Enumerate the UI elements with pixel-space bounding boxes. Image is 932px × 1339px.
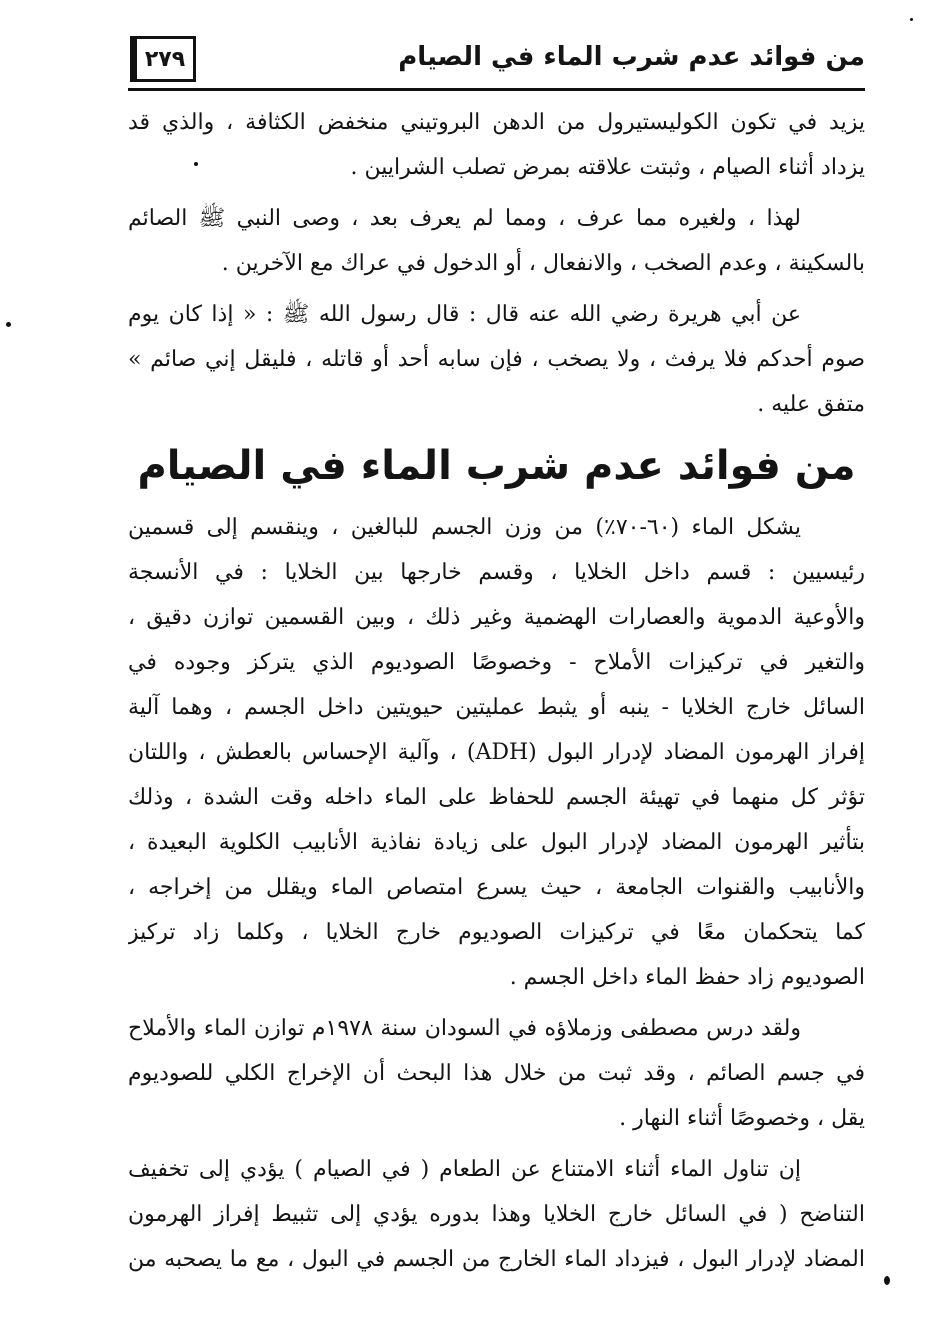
text-line: والأوعية الدموية والعصارات الهضمية وغير ذلك ، وبين القسمين توازن دقيق ، — [128, 605, 865, 630]
text-line: السائل خارج الخلايا - ينبه أو يثبط عمليتين حيويتين داخل الجسم ، وهما آلية — [128, 695, 865, 720]
paragraph-2 — [128, 196, 865, 286]
text-line: كما يتحكمان معًا في تركيزات الصوديوم خارج الخلايا ، وكلما زاد تركيز — [128, 920, 865, 945]
text-line: والتغير في تركيزات الأملاح - وخصوصًا الصوديوم الذي يتركز وجوده في — [128, 650, 865, 675]
page-number: ٢٧٩ — [134, 36, 196, 82]
text-line: يقل ، وخصوصًا أثناء النهار . — [619, 1106, 865, 1131]
text-line: ولقد درس مصطفى وزملاؤه في السودان سنة ١٩٧٨م توازن الماء والأملاح — [128, 1016, 801, 1041]
text-line: رئيسيين : قسم داخل الخلايا ، وقسم خارجها بين الخلايا : في الأنسجة — [128, 560, 865, 585]
page-body — [128, 100, 865, 1282]
scan-speck — [884, 1276, 890, 1285]
section-heading: من فوائد عدم شرب الماء في الصيام — [137, 443, 856, 489]
text-line: المضاد لإدرار البول ، فيزداد الماء الخارج من الجسم في البول ، مع ما يصحبه من — [128, 1247, 865, 1272]
text-line: يشكل الماء (٦٠-٧٠٪) من وزن الجسم للبالغين ، وينقسم إلى قسمين — [128, 515, 801, 540]
scan-speck — [6, 322, 11, 327]
text-line: عن أبي هريرة رضي الله عنه قال : قال رسول الله ﷺ : « إذا كان يوم — [128, 302, 801, 327]
text-line: تؤثر كل منهما في تهيئة الجسم للحفاظ على الماء داخله وقت الشدة ، وذلك — [128, 785, 865, 810]
hadith-paragraph — [128, 292, 865, 427]
scan-speck — [194, 162, 198, 166]
scan-speck — [910, 18, 913, 21]
paragraph-6 — [128, 1147, 865, 1282]
paragraph-4 — [128, 505, 865, 1000]
text-line: متفق عليه . — [757, 392, 865, 417]
text-line: صوم أحدكم فلا يرفث ، ولا يصخب ، فإن سابه أحد أو قاتله ، فليقل إني صائم » — [128, 347, 865, 372]
text-line: إفراز الهرمون المضاد لإدرار البول (ADH) ، وآلية الإحساس بالعطش ، واللتان — [128, 740, 865, 765]
text-line: بالسكينة ، وعدم الصخب ، والانفعال ، أو الدخول في عراك مع الآخرين . — [221, 251, 865, 276]
text-line: والأنابيب والقنوات الجامعة ، حيث يسرع امتصاص الماء ويقلل من إخراجه ، — [128, 875, 865, 900]
text-line: إن تناول الماء أثناء الامتناع عن الطعام ( في الصيام ) يؤدي إلى تخفيف — [128, 1157, 801, 1182]
paragraph-5 — [128, 1006, 865, 1141]
text-line: يزيد في تكون الكوليستيرول من الدهن البروتيني منخفض الكثافة ، والذي قد — [128, 110, 865, 135]
running-title: من فوائد عدم شرب الماء في الصيام — [398, 42, 865, 72]
text-line: في جسم الصائم ، وقد ثبت من خلال هذا البحث أن الإخراج الكلي للصوديوم — [128, 1061, 865, 1086]
text-line: الصوديوم زاد حفظ الماء داخل الجسم . — [509, 965, 865, 990]
text-line: يزداد أثناء الصيام ، وثبتت علاقته بمرض تصلب الشرايين . — [350, 155, 865, 180]
text-line: بتأثير الهرمون المضاد لإدرار البول على زيادة نفاذية الأنابيب الكلوية البعيدة ، — [128, 830, 865, 855]
paragraph-1 — [128, 100, 865, 190]
text-line: التناضح ( في السائل خارج الخلايا وهذا بدوره يؤدي إلى تثبيط إفراز الهرمون — [128, 1202, 865, 1227]
text-line: لهذا ، ولغيره مما عرف ، ومما لم يعرف بعد ، وصى النبي ﷺ الصائم — [128, 206, 801, 231]
page-header — [128, 30, 865, 91]
